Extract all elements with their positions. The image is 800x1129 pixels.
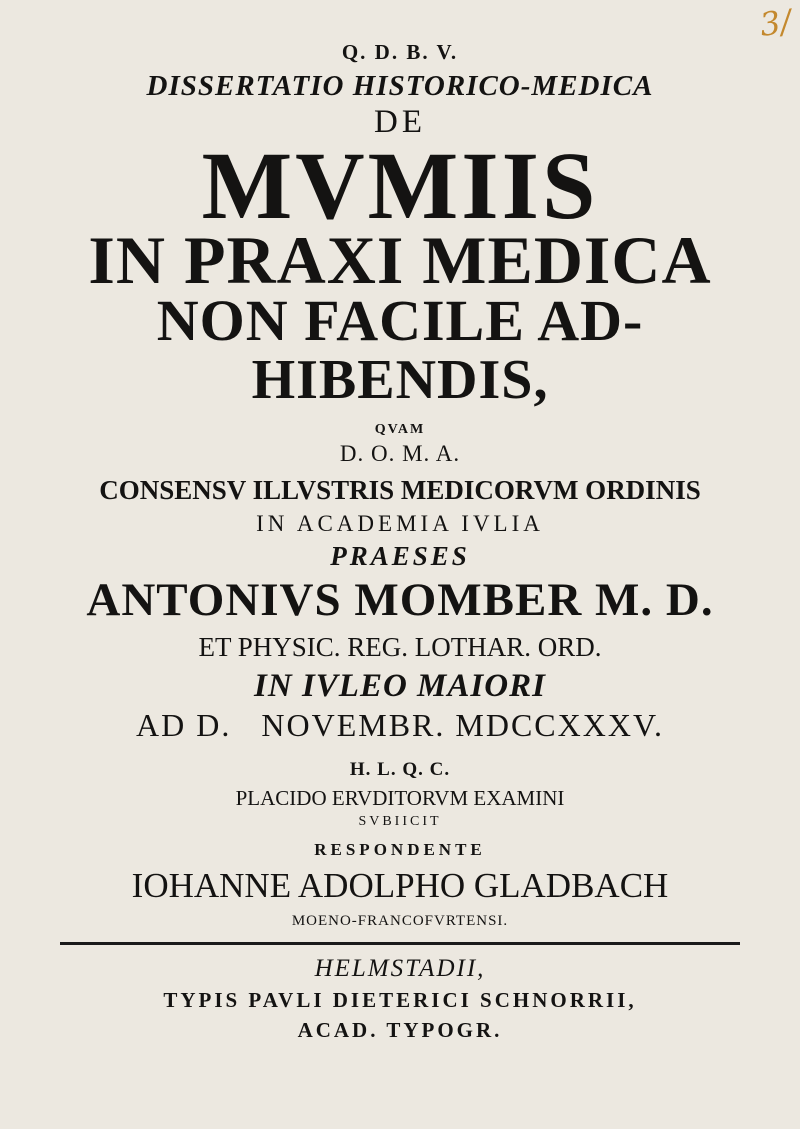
- praeses-name: ANTONIVS MOMBER M. D.: [86, 574, 714, 626]
- qvam-line: QVAM: [374, 422, 426, 437]
- praeses-title: ET PHYSIC. REG. LOTHAR. ORD.: [198, 632, 602, 662]
- corner-mark: 3/: [757, 2, 794, 44]
- printer-line-1: TYPIS PAVLI DIETERICI SCHNORRII,: [163, 988, 637, 1012]
- respondente-line: RESPONDENTE: [314, 840, 486, 859]
- title-non-facile: NON FACILE AD-: [156, 288, 644, 353]
- consensu-line: CONSENSV ILLVSTRIS MEDICORVM ORDINIS: [99, 475, 701, 505]
- hlqc-line: H. L. Q. C.: [349, 759, 451, 780]
- date-line: AD D. NOVEMBR. MDCCXXXV.: [136, 707, 664, 743]
- doma-line: D. O. M. A.: [339, 441, 461, 466]
- title-hibendis: HIBENDIS,: [251, 349, 549, 411]
- place-line: HELMSTADII,: [314, 955, 486, 982]
- title-praxi-medica: IN PRAXI MEDICA: [88, 222, 712, 298]
- initials-line: Q. D. B. V.: [341, 40, 459, 64]
- academia-line: IN ACADEMIA IVLIA: [256, 511, 544, 536]
- de-line: DE: [374, 104, 426, 140]
- title-mvmiis: MVMIIS: [201, 132, 599, 239]
- divider-rule: [60, 942, 740, 945]
- praeses-label: PRAESES: [330, 541, 470, 571]
- placido-line: PLACIDO ERVDITORVM EXAMINI: [235, 786, 565, 810]
- respondent-origin: MOENO-FRANCOFVRTENSI.: [291, 913, 509, 929]
- respondent-name: IOHANNE ADOLPHO GLADBACH: [131, 866, 669, 905]
- iubileo-line: IN IVLEO MAIORI: [254, 668, 546, 704]
- subiicit-line: SVBIICIT: [358, 814, 442, 829]
- dissertation-line: DISSERTATIO HISTORICO-MEDICA: [146, 70, 654, 102]
- printer-line-2: ACAD. TYPOGR.: [297, 1018, 503, 1042]
